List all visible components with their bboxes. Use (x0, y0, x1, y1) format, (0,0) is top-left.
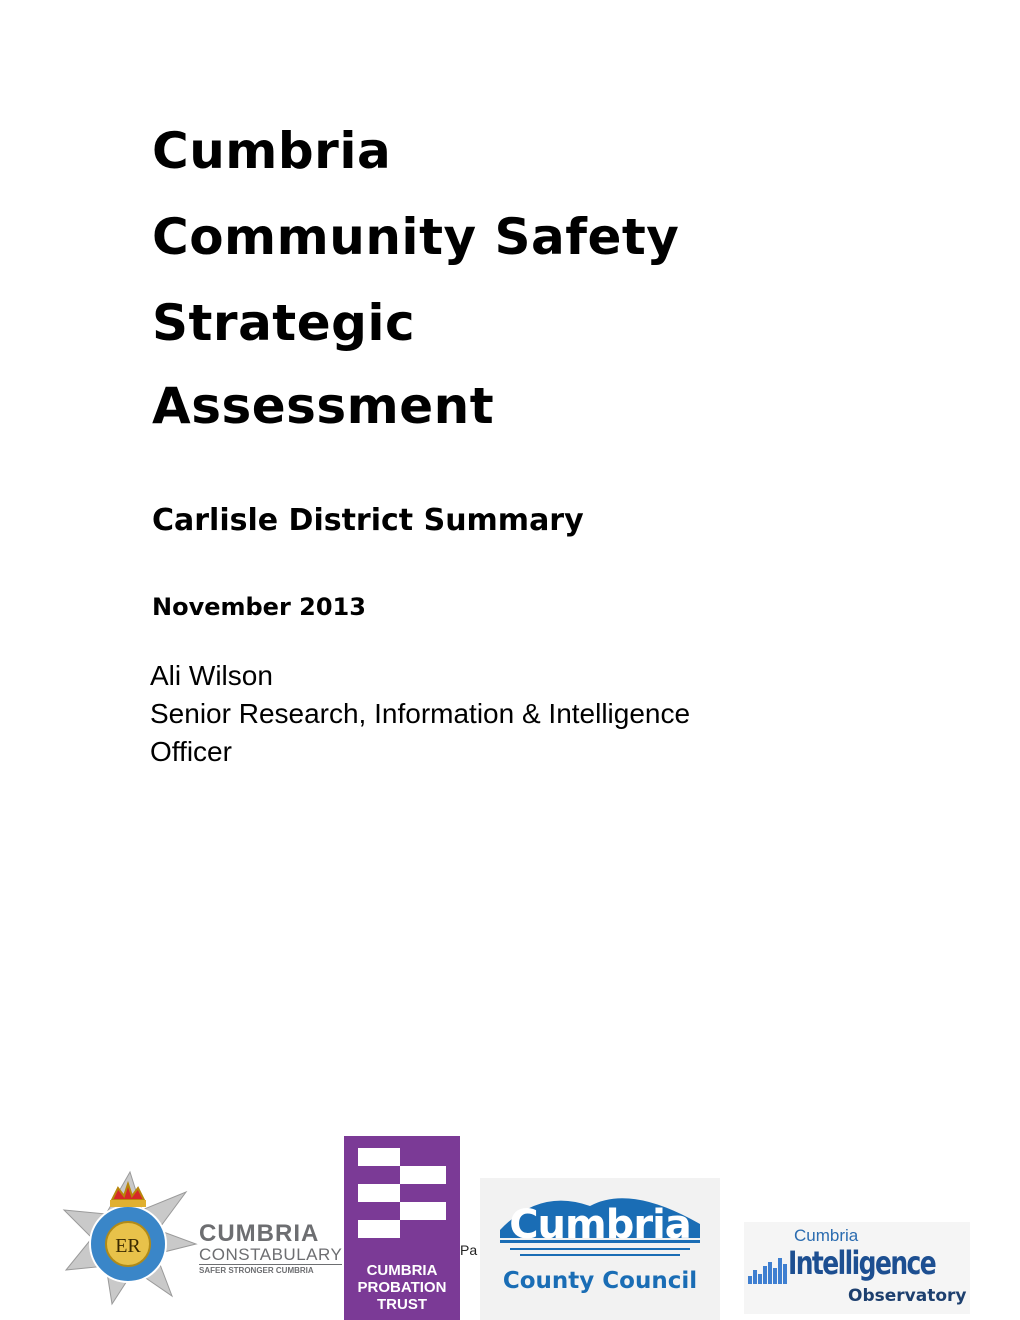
council-logo-word: Cumbria (509, 1202, 691, 1248)
cumbria-probation-trust-logo (344, 1136, 460, 1320)
police-logo-sub: CONSTABULARY (199, 1245, 343, 1264)
author-name: Ali Wilson (150, 660, 273, 691)
author-block (150, 657, 690, 771)
police-logo-text (199, 1222, 342, 1277)
document-date: November 2013 (152, 593, 366, 621)
author-role-line-2: Officer (150, 736, 232, 767)
council-logo-sub: County Council (502, 1268, 698, 1294)
probation-block (358, 1220, 400, 1238)
probation-block (400, 1166, 446, 1184)
police-logo-name: CUMBRIA (199, 1220, 320, 1247)
author-role-line-1: Senior Research, Information & Intelligence (150, 698, 691, 729)
page-number-fragment: Pa (460, 1242, 478, 1258)
probation-line-2: PROBATION (357, 1279, 447, 1296)
title-line-2: Community Safety (152, 208, 680, 266)
intel-logo-big: Intelligence (788, 1244, 936, 1282)
police-star-badge-icon (62, 1170, 198, 1306)
title-line-4: Assessment (152, 377, 495, 435)
probation-line-1: CUMBRIA (366, 1262, 438, 1279)
intel-bars-icon (748, 1258, 788, 1284)
council-hills-icon (480, 1178, 720, 1320)
probation-block (358, 1184, 400, 1202)
police-logo-tagline: SAFER STRONGER CUMBRIA (199, 1266, 314, 1275)
title-line-1: Cumbria (152, 122, 392, 180)
cumbria-constabulary-logo (62, 1170, 343, 1306)
intel-logo-small: Cumbria (794, 1226, 859, 1245)
cumbria-intelligence-observatory-logo (744, 1222, 970, 1314)
cumbria-county-council-logo (480, 1178, 720, 1320)
badge-cipher: ER (115, 1235, 141, 1257)
probation-block (400, 1202, 446, 1220)
probation-line-3: TRUST (377, 1296, 427, 1313)
document-subtitle: Carlisle District Summary (152, 503, 584, 538)
title-line-3: Strategic (152, 294, 416, 352)
intel-logo-sub: Observatory (848, 1286, 967, 1306)
probation-block (358, 1148, 400, 1166)
